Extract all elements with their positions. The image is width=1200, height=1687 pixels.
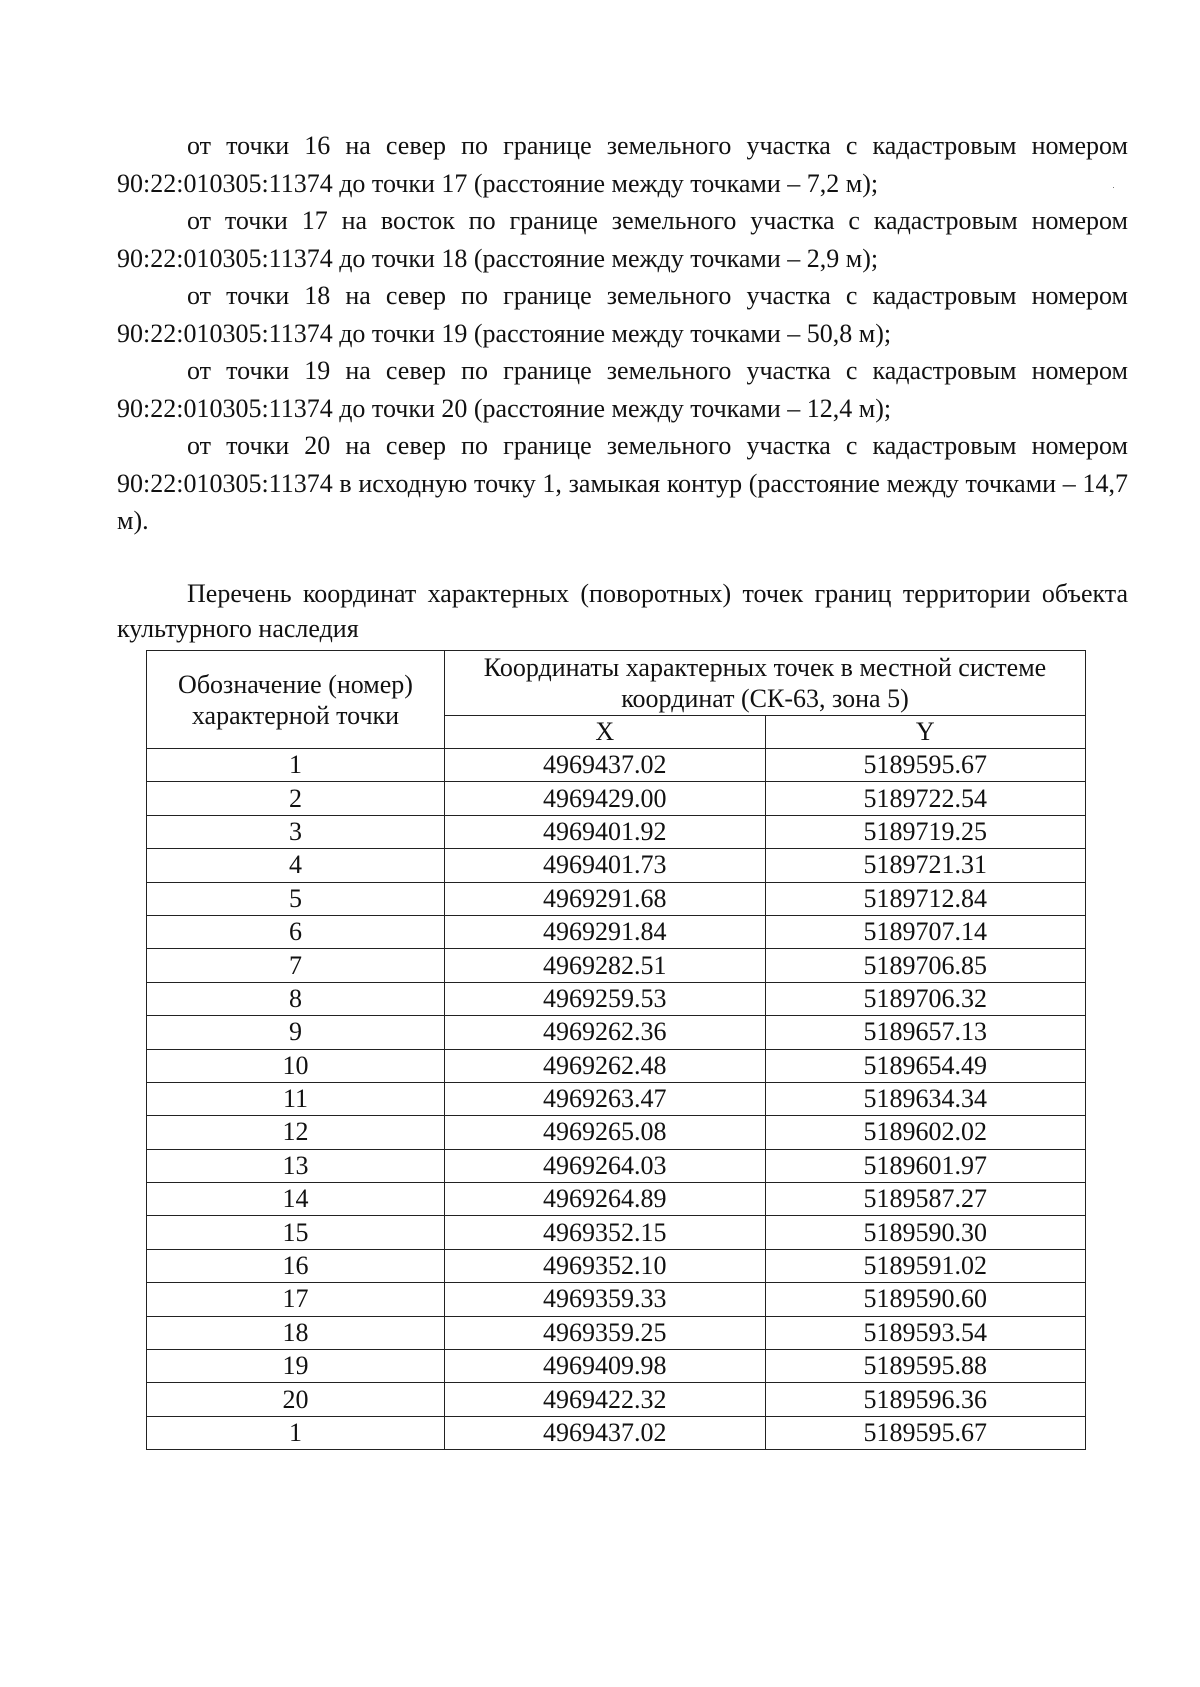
cell-x: 4969352.15	[445, 1216, 766, 1249]
cell-x: 4969291.68	[445, 882, 766, 915]
table-row	[147, 1016, 1086, 1049]
table-body	[147, 749, 1086, 1450]
cell-point-number: 17	[147, 1283, 445, 1316]
cell-point-number: 8	[147, 982, 445, 1015]
cell-y: 5189722.54	[765, 782, 1086, 815]
cell-x: 4969359.33	[445, 1283, 766, 1316]
boundary-description	[117, 127, 1128, 540]
cell-point-number: 15	[147, 1216, 445, 1249]
cell-x: 4969262.48	[445, 1049, 766, 1082]
table-row	[147, 782, 1086, 815]
cell-point-number: 1	[147, 749, 445, 782]
cell-y: 5189719.25	[765, 815, 1086, 848]
table-caption: Перечень координат характерных (поворотных) точек границ территории объекта культурного наследия	[117, 579, 1128, 643]
table-row	[147, 949, 1086, 982]
header-y: Y	[765, 716, 1086, 749]
table-row	[147, 1249, 1086, 1282]
cell-x: 4969265.08	[445, 1116, 766, 1149]
table-row	[147, 1082, 1086, 1115]
header-x: X	[445, 716, 766, 749]
paragraph-point-17: от точки 17 на восток по границе земельного участка с кадастровым номером 90:22:010305:11374 до точки 18 (расстояние между точками – 2,9 м);	[117, 206, 1128, 273]
cell-point-number: 11	[147, 1082, 445, 1115]
coordinates-table	[146, 650, 1086, 1450]
cell-x: 4969282.51	[445, 949, 766, 982]
cell-y: 5189657.13	[765, 1016, 1086, 1049]
table-row	[147, 1116, 1086, 1149]
table-row	[147, 882, 1086, 915]
cell-y: 5189590.30	[765, 1216, 1086, 1249]
cell-x: 4969437.02	[445, 1416, 766, 1449]
cell-y: 5189721.31	[765, 849, 1086, 882]
cell-x: 4969401.92	[445, 815, 766, 848]
header-row-1	[147, 651, 1086, 716]
header-point-number: Обозначение (номер) характерной точки	[147, 651, 445, 749]
table-row	[147, 915, 1086, 948]
cell-y: 5189595.67	[765, 749, 1086, 782]
cell-y: 5189712.84	[765, 882, 1086, 915]
cell-point-number: 3	[147, 815, 445, 848]
cell-point-number: 13	[147, 1149, 445, 1182]
table-row	[147, 1383, 1086, 1416]
cell-x: 4969359.25	[445, 1316, 766, 1349]
cell-point-number: 19	[147, 1350, 445, 1383]
table-row	[147, 1283, 1086, 1316]
cell-x: 4969262.36	[445, 1016, 766, 1049]
cell-x: 4969422.32	[445, 1383, 766, 1416]
cell-y: 5189595.67	[765, 1416, 1086, 1449]
table-row	[147, 1049, 1086, 1082]
cell-point-number: 4	[147, 849, 445, 882]
cell-x: 4969263.47	[445, 1082, 766, 1115]
cell-point-number: 16	[147, 1249, 445, 1282]
cell-point-number: 10	[147, 1049, 445, 1082]
cell-point-number: 18	[147, 1316, 445, 1349]
cell-point-number: 14	[147, 1183, 445, 1216]
cell-y: 5189706.32	[765, 982, 1086, 1015]
cell-point-number: 6	[147, 915, 445, 948]
cell-y: 5189595.88	[765, 1350, 1086, 1383]
paragraph-point-16: от точки 16 на север по границе земельного участка с кадастровым номером 90:22:010305:11374 до точки 17 (расстояние между точками – 7,2 м);	[117, 131, 1128, 198]
cell-point-number: 12	[147, 1116, 445, 1149]
cell-y: 5189654.49	[765, 1049, 1086, 1082]
cell-point-number: 9	[147, 1016, 445, 1049]
scan-speck	[1113, 187, 1114, 188]
cell-x: 4969264.89	[445, 1183, 766, 1216]
cell-y: 5189634.34	[765, 1082, 1086, 1115]
cell-point-number: 20	[147, 1383, 445, 1416]
cell-y: 5189602.02	[765, 1116, 1086, 1149]
cell-y: 5189591.02	[765, 1249, 1086, 1282]
header-coordinates-group: Координаты характерных точек в местной системе координат (СК-63, зона 5)	[445, 651, 1086, 716]
paragraph-point-20: от точки 20 на север по границе земельного участка с кадастровым номером 90:22:010305:11374 в исходную точку 1, замыкая контур (расстояние между точками – 14,7 м).	[117, 431, 1128, 535]
cell-y: 5189707.14	[765, 915, 1086, 948]
cell-x: 4969291.84	[445, 915, 766, 948]
table-row	[147, 849, 1086, 882]
cell-point-number: 1	[147, 1416, 445, 1449]
cell-x: 4969401.73	[445, 849, 766, 882]
cell-y: 5189601.97	[765, 1149, 1086, 1182]
table-row	[147, 749, 1086, 782]
table-row	[147, 815, 1086, 848]
cell-y: 5189590.60	[765, 1283, 1086, 1316]
cell-point-number: 5	[147, 882, 445, 915]
cell-x: 4969409.98	[445, 1350, 766, 1383]
cell-y: 5189593.54	[765, 1316, 1086, 1349]
table-row	[147, 1149, 1086, 1182]
paragraph-point-19: от точки 19 на север по границе земельного участка с кадастровым номером 90:22:010305:11374 до точки 20 (расстояние между точками – 12,4 м);	[117, 356, 1128, 423]
cell-x: 4969429.00	[445, 782, 766, 815]
cell-y: 5189706.85	[765, 949, 1086, 982]
paragraph-point-18: от точки 18 на север по границе земельного участка с кадастровым номером 90:22:010305:11374 до точки 19 (расстояние между точками – 50,8 м);	[117, 281, 1128, 348]
cell-x: 4969259.53	[445, 982, 766, 1015]
cell-x: 4969264.03	[445, 1149, 766, 1182]
cell-y: 5189587.27	[765, 1183, 1086, 1216]
cell-point-number: 2	[147, 782, 445, 815]
table-row	[147, 1350, 1086, 1383]
table-row	[147, 1183, 1086, 1216]
cell-y: 5189596.36	[765, 1383, 1086, 1416]
table-header	[147, 651, 1086, 749]
cell-point-number: 7	[147, 949, 445, 982]
table-row	[147, 1416, 1086, 1449]
table-row	[147, 1316, 1086, 1349]
table-row	[147, 1216, 1086, 1249]
cell-x: 4969352.10	[445, 1249, 766, 1282]
table-row	[147, 982, 1086, 1015]
cell-x: 4969437.02	[445, 749, 766, 782]
